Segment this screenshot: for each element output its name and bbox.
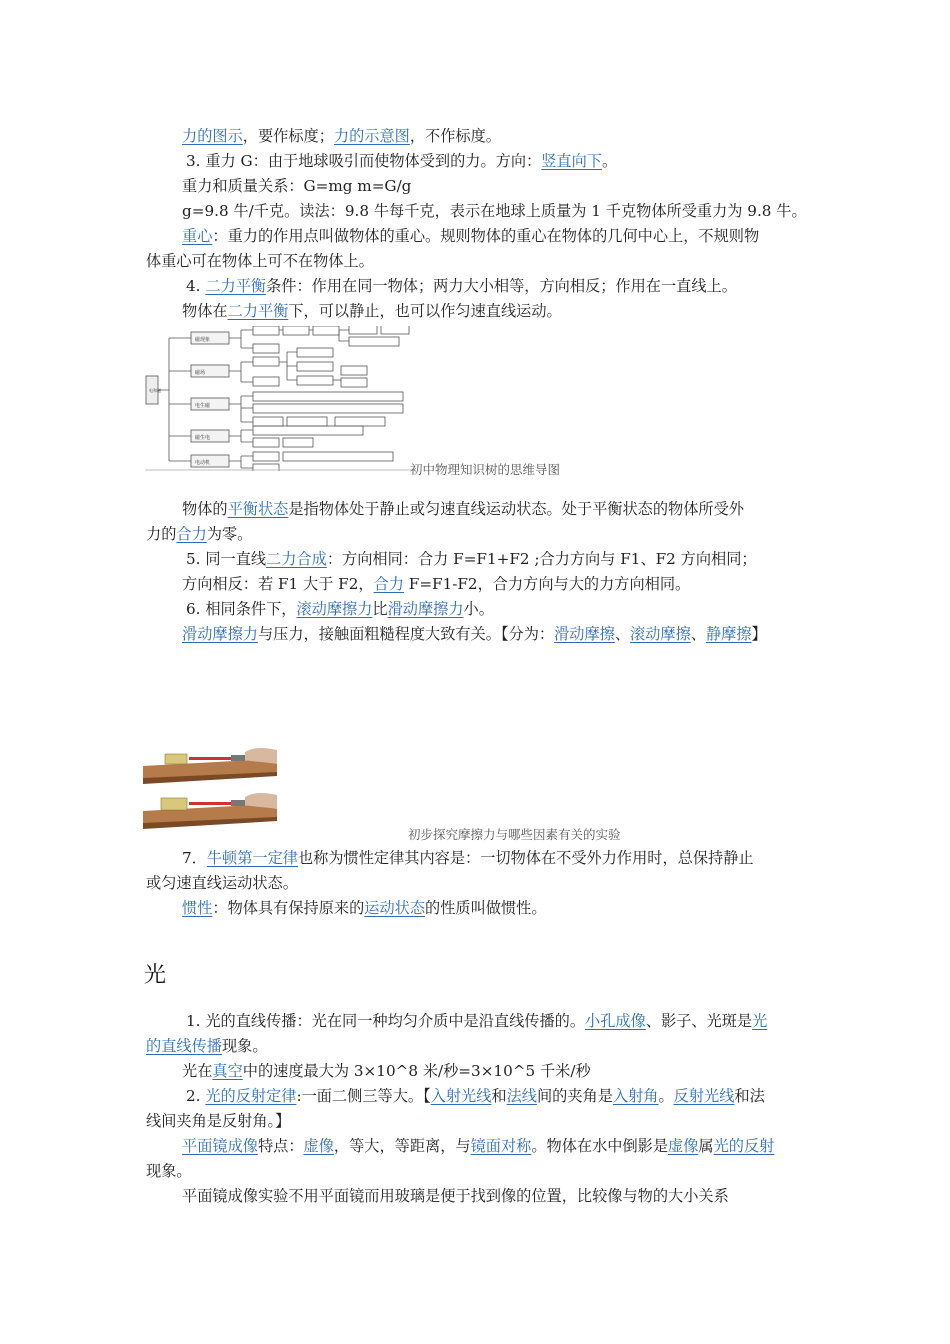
mindmap-branch: 电动机 (195, 460, 211, 466)
text: 方向相反：若 F1 大于 F2， (182, 575, 374, 593)
text: 特点： (257, 1137, 304, 1155)
text: 的性质叫做惯性。 (425, 899, 547, 917)
text-line (182, 299, 814, 324)
text: 现象。 (221, 1037, 268, 1055)
text: 属 (698, 1137, 714, 1155)
text: 1. 光的直线传播：光在同一种均匀介质中是沿直线传播的。 (186, 1012, 586, 1030)
text-line (146, 871, 814, 896)
link-two-force-balance[interactable]: 二力平衡 (205, 277, 267, 295)
text: g=9.8 牛/千克。读法：9.8 牛每千克，表示在地球上质量为 1 千克物体所受重力为 9.8 牛。 (182, 202, 807, 220)
text: 力的 (146, 525, 177, 543)
text: 下，可以静止，也可以作匀速直线运动。 (288, 302, 562, 320)
mindmap-root: 电和磁 (149, 388, 161, 393)
mindmap-branch: 磁场 (195, 370, 206, 376)
friction-experiment-image (143, 744, 277, 834)
text: ，等大，等距离，与 (333, 1137, 471, 1155)
text-line (182, 174, 814, 199)
text-line (146, 1034, 814, 1059)
text: 条件：作用在同一物体；两力大小相等，方向相反；作用在一直线上。 (266, 277, 737, 295)
text-line (186, 597, 814, 622)
text: 和 (491, 1087, 507, 1105)
link-normal-line[interactable]: 法线 (506, 1087, 537, 1105)
text: 、 (614, 625, 631, 643)
link-two-force-balance[interactable]: 二力平衡 (227, 302, 289, 320)
link-mirror-symmetry[interactable]: 镜面对称 (470, 1137, 532, 1155)
text: 。物体在水中倒影是 (531, 1137, 668, 1155)
text-line (186, 149, 814, 174)
text: 和法 (734, 1087, 765, 1105)
text-line (186, 1084, 814, 1109)
link-force-composition[interactable]: 二力合成 (266, 550, 327, 568)
text: 7． (182, 849, 207, 867)
link-law-of-reflection[interactable]: 光的反射定律 (205, 1087, 297, 1105)
text: ：物体具有保持原来的 (212, 899, 365, 917)
text-line (186, 274, 814, 299)
text: 线间夹角是反射角。】 (146, 1112, 291, 1130)
text: 2. (186, 1087, 206, 1105)
mindmap-caption: 初中物理知识树的思维导图 (410, 462, 561, 477)
section-heading-light: 光 (144, 963, 167, 988)
text: 6. 相同条件下， (186, 600, 297, 618)
text: ，要作标度； (242, 127, 334, 145)
link-rolling-friction-type[interactable]: 滚动摩擦 (630, 625, 691, 643)
text: 】 (751, 625, 767, 643)
text: 4. (186, 277, 206, 295)
text: 与压力，接触面粗糙程度大致有关。【分为： (257, 625, 555, 643)
link-newtons-first-law[interactable]: 牛顿第一定律 (206, 849, 298, 867)
text-line (182, 497, 814, 522)
link-vertical-down[interactable]: 竖直向下 (541, 152, 602, 170)
link-resultant-force[interactable]: 合力 (373, 575, 404, 593)
text: :一面二侧三等大。【 (296, 1087, 431, 1105)
text: 3. 重力 G：由于地球吸引而使物体受到的力。方向： (186, 152, 542, 170)
text: 。 (601, 152, 618, 170)
text-line (182, 224, 814, 249)
text: 物体在 (182, 302, 228, 320)
text: 、影子、光斑是 (645, 1012, 753, 1030)
text: 平面镜成像实验不用平面镜而用玻璃是便于找到像的位置，比较像与物的大小关系 (182, 1187, 729, 1205)
text-line (146, 1159, 814, 1184)
link-virtual-image[interactable]: 虚像 (303, 1137, 334, 1155)
link-sliding-friction[interactable]: 滑动摩擦力 (182, 625, 258, 643)
link-rectilinear-propagation[interactable]: 光 (752, 1012, 768, 1030)
text-line (186, 1009, 814, 1034)
mindmap-branch: 磁生电 (195, 435, 211, 441)
link-rolling-friction[interactable]: 滚动摩擦力 (296, 600, 373, 618)
text: 。 (658, 1087, 674, 1105)
mindmap-image (145, 326, 415, 471)
text: 为零。 (206, 525, 253, 543)
text: 或匀速直线运动状态。 (146, 874, 298, 892)
text-line (182, 1184, 814, 1209)
link-incident-angle[interactable]: 入射角 (612, 1087, 659, 1105)
text-line (182, 1059, 814, 1084)
text: 小。 (463, 600, 494, 618)
link-equilibrium-state[interactable]: 平衡状态 (227, 500, 289, 518)
text-line (182, 1134, 814, 1159)
link-force-diagram[interactable]: 力的图示 (182, 127, 243, 145)
link-pinhole-imaging[interactable]: 小孔成像 (585, 1012, 646, 1030)
link-rectilinear-propagation[interactable]: 的直线传播 (146, 1037, 222, 1055)
link-vacuum[interactable]: 真空 (212, 1062, 243, 1080)
text-line (182, 622, 814, 647)
text-line (146, 522, 814, 547)
text: ：重力的作用点叫做物体的重心。规则物体的重心在物体的几何中心上，不规则物 (212, 227, 760, 245)
text: 也称为惯性定律其内容是：一切物体在不受外力作用时，总保持静止 (297, 849, 754, 867)
link-reflected-ray[interactable]: 反射光线 (673, 1087, 735, 1105)
text: ，不作标度。 (409, 127, 501, 145)
link-sliding-friction-type[interactable]: 滑动摩擦 (554, 625, 615, 643)
text: 重力和质量关系：G=mg m=G/g (182, 177, 412, 195)
text: 比 (372, 600, 388, 618)
text: 是指物体处于静止或匀速直线运动状态。处于平衡状态的物体所受外 (288, 500, 744, 518)
text: 物体的 (182, 500, 228, 518)
link-force-sketch[interactable]: 力的示意图 (333, 127, 410, 145)
text: ：方向相同：合力 F=F1+F2 ;合力方向与 F1、F2 方向相同； (326, 550, 757, 568)
mindmap-branch: 电生磁 (195, 403, 211, 409)
text: 中的速度最大为 3×10^8 米/秒=3×10^5 千米/秒 (242, 1062, 591, 1080)
text: 、 (690, 625, 706, 643)
text-line (182, 124, 814, 149)
link-center-of-gravity[interactable]: 重心 (182, 227, 213, 245)
text: 5. 同一直线 (186, 550, 267, 568)
text-line (182, 896, 814, 921)
link-reflection-of-light[interactable]: 光的反射 (713, 1137, 775, 1155)
text-line (182, 572, 814, 597)
experiment-caption: 初步探究摩擦力与哪些因素有关的实验 (408, 827, 621, 842)
text-line (182, 199, 814, 224)
text: F=F1-F2，合力方向与大的力方向相同。 (403, 575, 691, 593)
link-inertia[interactable]: 惯性 (182, 899, 213, 917)
text-line (186, 547, 814, 572)
text: 现象。 (146, 1162, 192, 1180)
link-motion-state[interactable]: 运动状态 (364, 899, 425, 917)
text: 间的夹角是 (536, 1087, 613, 1105)
text-line (146, 249, 814, 274)
link-virtual-image[interactable]: 虚像 (668, 1137, 699, 1155)
link-incident-ray[interactable]: 入射光线 (430, 1087, 492, 1105)
link-sliding-friction[interactable]: 滑动摩擦力 (387, 600, 464, 618)
text: 光在 (182, 1062, 213, 1080)
link-resultant-force[interactable]: 合力 (176, 525, 207, 543)
mindmap-branch: 磁现象 (195, 337, 211, 343)
link-plane-mirror-imaging[interactable]: 平面镜成像 (182, 1137, 258, 1155)
link-static-friction[interactable]: 静摩擦 (705, 625, 752, 643)
text: 体重心可在物体上可不在物体上。 (146, 252, 374, 270)
text-line (182, 846, 814, 871)
text-line (146, 1109, 814, 1134)
